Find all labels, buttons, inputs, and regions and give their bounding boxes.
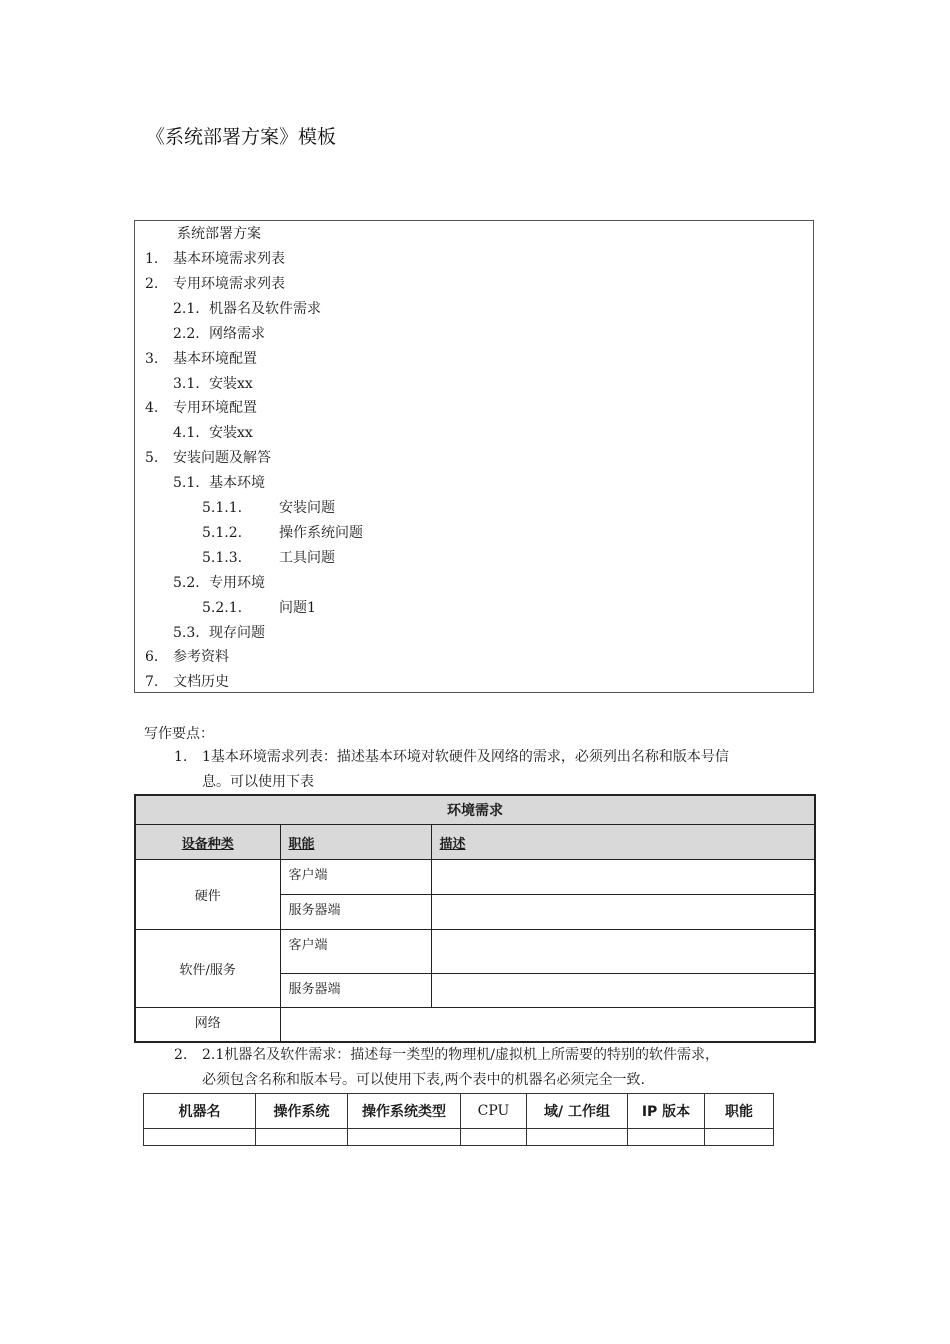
toc-item-text: 专用环境需求列表 [173, 275, 285, 292]
toc-item-text: 基本环境配置 [173, 350, 257, 367]
table-cell [705, 1129, 774, 1146]
role-cell: 服务器端 [280, 895, 431, 930]
toc-item-number: 5.1.3. [202, 549, 243, 566]
toc-item-number: 4.1. [173, 425, 200, 442]
toc-item-text: 安装问题 [279, 500, 335, 516]
toc-item-text: 参考资料 [173, 649, 229, 666]
document-title: 《系统部署方案》模板 [146, 126, 337, 148]
table-caption: 环境需求 [135, 795, 815, 825]
column-header: 职能 [280, 825, 431, 860]
toc-item [135, 474, 805, 492]
toc-item-text: 工具问题 [279, 549, 335, 566]
column-header: 操作系统类型 [348, 1094, 461, 1129]
toc-item-text: 基本环境 [209, 475, 265, 492]
toc-item [135, 399, 805, 417]
column-header: 描述 [431, 825, 815, 860]
description-cell [431, 974, 815, 1008]
toc-item [135, 375, 805, 393]
table-cell [527, 1129, 628, 1146]
toc-item [135, 599, 805, 617]
machine-table [143, 1093, 774, 1146]
description-cell [431, 860, 815, 895]
toc-item [135, 325, 805, 343]
toc-item-number: 5.1. [173, 475, 200, 492]
toc-item-text: 问题1 [279, 599, 316, 616]
environment-table [134, 794, 816, 1043]
column-header: CPU [461, 1094, 527, 1129]
toc-item [135, 449, 805, 467]
description-cell [431, 930, 815, 974]
toc-item-number: 3. [145, 350, 159, 367]
notes-heading: 写作要点： [144, 726, 214, 742]
toc-item [135, 300, 805, 318]
toc-item-number: 5.2. [173, 574, 200, 591]
toc-item [135, 424, 805, 442]
toc-item-text: 专用环境配置 [173, 400, 257, 417]
toc-item-number: 2.2. [173, 325, 200, 342]
toc-item-number: 5.1.1. [202, 500, 243, 516]
toc-item [135, 350, 805, 368]
device-type-cell: 软件/服务 [135, 930, 280, 1008]
toc-item-number: 5.3. [173, 624, 200, 641]
toc-item-number: 5.2.1. [202, 599, 243, 616]
toc-item-text: 现存问题 [209, 624, 265, 641]
table-cell [256, 1129, 348, 1146]
toc-item-number: 5.1.2. [202, 524, 243, 541]
toc-item-text: 机器名及软件需求 [209, 300, 321, 317]
note-line: 1基本环境需求列表：描述基本环境对软硬件及网络的需求，必须列出名称和版本号信 [202, 749, 729, 765]
role-cell: 客户端 [280, 930, 431, 974]
toc-item-number: 2.1. [173, 300, 200, 317]
toc-item-number: 2. [145, 275, 159, 292]
toc-item [135, 624, 805, 642]
column-header: 设备种类 [135, 825, 280, 860]
toc-item-number: 3.1. [173, 375, 200, 392]
role-cell: 服务器端 [280, 974, 431, 1008]
toc-item-text: 安装问题及解答 [173, 450, 271, 467]
toc-item [135, 574, 805, 592]
toc-item [135, 499, 805, 517]
description-cell [280, 1008, 815, 1042]
toc-item [135, 275, 805, 293]
table-cell [144, 1129, 256, 1146]
description-cell [431, 895, 815, 930]
toc-item-text: 专用环境 [209, 574, 265, 591]
note-line: 2.1机器名及软件需求：描述每一类型的物理机/虚拟机上所需要的特别的软件需求， [202, 1047, 719, 1063]
table-cell [348, 1129, 461, 1146]
column-header: 操作系统 [256, 1094, 348, 1129]
device-type-cell: 网络 [135, 1008, 280, 1042]
toc-item-text: 操作系统问题 [279, 524, 363, 541]
toc-item [135, 250, 805, 268]
toc-item-number: 1. [145, 251, 159, 267]
toc-heading: 系统部署方案 [177, 226, 261, 242]
table-cell [461, 1129, 527, 1146]
device-type-cell: 硬件 [135, 860, 280, 930]
toc-item-number: 4. [145, 400, 159, 417]
toc-item-number: 7. [145, 674, 159, 691]
note-number: 2. [174, 1047, 188, 1063]
note-line: 必须包含名称和版本号。可以使用下表,两个表中的机器名必须完全一致. [202, 1072, 645, 1088]
column-header: 机器名 [144, 1094, 256, 1129]
column-header: 职能 [705, 1094, 774, 1129]
column-header: IP 版本 [628, 1094, 705, 1129]
toc-item-text: 基本环境需求列表 [173, 251, 285, 267]
table-cell [628, 1129, 705, 1146]
toc-item-number: 6. [145, 649, 159, 666]
toc-item-text: 文档历史 [173, 674, 229, 691]
toc-item-number: 5. [145, 450, 159, 467]
toc-item [135, 524, 805, 542]
toc-item-text: 安装xx [209, 425, 253, 442]
role-cell: 客户端 [280, 860, 431, 895]
note-number: 1. [174, 749, 188, 765]
toc-item-text: 安装xx [209, 375, 253, 392]
toc-item [135, 648, 805, 666]
toc-item [135, 673, 805, 691]
column-header: 域/ 工作组 [527, 1094, 628, 1129]
toc-item-text: 网络需求 [209, 325, 265, 342]
toc-item [135, 549, 805, 567]
toc-box [134, 220, 814, 693]
note-line: 息。可以使用下表 [202, 774, 314, 790]
